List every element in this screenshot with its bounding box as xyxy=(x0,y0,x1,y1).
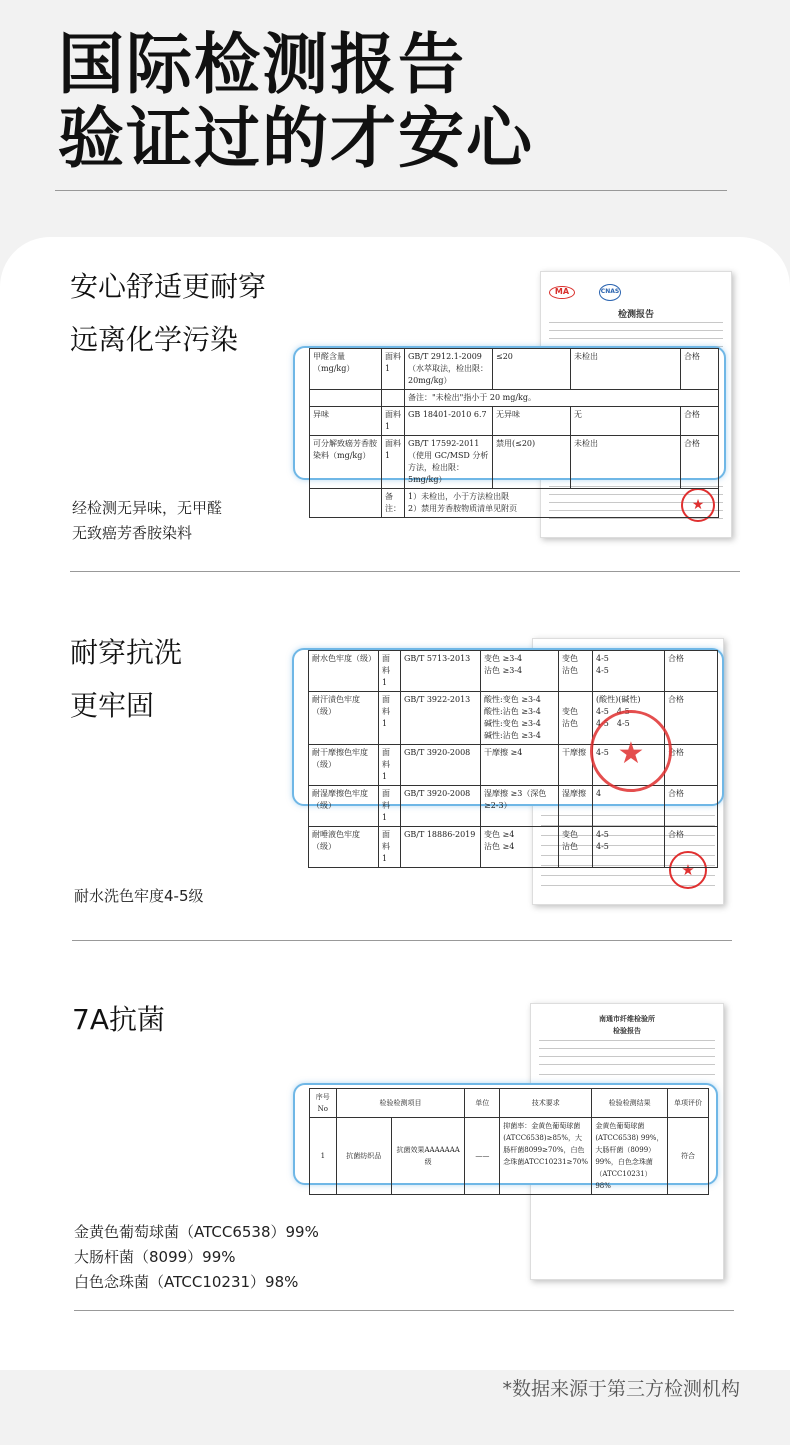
note-line: 金黄色葡萄球菌（ATCC6538）99% xyxy=(74,1223,319,1241)
table-header-row: 序号 No 检验检测项目 单位 技术要求 检验检测结果 单项评价 xyxy=(310,1089,709,1118)
headline xyxy=(58,28,534,176)
report-title: 检测报告 xyxy=(617,310,654,320)
section-2-note xyxy=(74,884,204,909)
data-source-footnote: *数据来源于第三方检测机构 xyxy=(502,1378,740,1400)
table-row: 耐干摩擦色牢度（级） 面料 1 GB/T 3920-2008 干摩擦 ≥4 干摩擦 4-5 合格 xyxy=(309,745,718,786)
institute-name: 南通市纤维检验所 xyxy=(599,1014,655,1023)
section-divider xyxy=(72,940,732,941)
formaldehyde-table xyxy=(309,348,719,518)
section-3-title xyxy=(72,1003,165,1037)
ma-logo: MA xyxy=(549,286,575,299)
table-row: 耐唾液色牢度（级） 面料 1 GB/T 18886-2019 变色 ≥4 沾色 ≥4 变色 沾色 4-5 4-5 合格 xyxy=(309,827,718,868)
section-3-title-line-1: 7A抗菌 xyxy=(72,1003,165,1036)
table-row: 1 抗菌纺织品 抗菌效果AAAAAAA级 —— 抑菌率：金黄色葡萄球菌(ATCC6538)≥85%，大肠杆菌8099≥70%，白色念珠菌ATCC10231≥70% 金黄色葡萄球菌(ATCC6538) 99%，大肠杆菌（8099）99%，白色念珠菌（ATCC10231）98% 符合 xyxy=(310,1118,709,1195)
section-1-title xyxy=(70,270,266,357)
note-line: 白色念珠菌（ATCC10231）98% xyxy=(74,1273,299,1291)
antibacterial-table xyxy=(309,1088,709,1195)
table-row: 备注："未检出"指小于 20 mg/kg。 xyxy=(310,390,719,407)
section-2-title xyxy=(70,636,182,723)
note-line: 大肠杆菌（8099）99% xyxy=(74,1248,236,1266)
section-3-note xyxy=(74,1220,319,1295)
note-line: 耐水洗色牢度4-5级 xyxy=(74,887,204,905)
section-1-title-line-1: 安心舒适更耐穿 xyxy=(70,270,267,303)
table-row: 备注： 1）未检出，小于方法检出限 2）禁用芳香胺物质清单见附页 xyxy=(310,489,719,518)
headline-line-1: 国际检测报告 xyxy=(58,26,466,103)
header-divider xyxy=(55,190,727,191)
section-divider xyxy=(70,571,740,572)
table-row: 耐水色牢度（级） 面料 1 GB/T 5713-2013 变色 ≥3-4 沾色 ≥3-4 变色 沾色 4-5 4-5 合格 xyxy=(309,651,718,692)
table-row: 甲醛含量（mg/kg） 面料 1 GB/T 2912.1-2009 （水萃取法，检出限：20mg/kg） ≤20 未检出 合格 xyxy=(310,349,719,390)
magnified-table-1 xyxy=(293,346,726,513)
table-row: 耐湿摩擦色牢度（级） 面料 1 GB/T 3920-2008 湿摩擦 ≥3（深色≥2-3） 湿摩擦 4 合格 xyxy=(309,786,718,827)
section-divider xyxy=(74,1310,734,1311)
note-line: 无致癌芳香胺染料 xyxy=(72,524,193,542)
magnified-table-3 xyxy=(293,1083,718,1190)
red-seal-stamp: ★ xyxy=(669,851,707,889)
table-row: 可分解致癌芳香胺染料（mg/kg） 面料 1 GB/T 17592-2011 （使用 GC/MSD 分析方法，检出限：5mg/kg） 禁用(≤20) 未检出 合格 xyxy=(310,436,719,489)
headline-line-2: 验证过的才安心 xyxy=(58,100,534,177)
note-line: 经检测无异味，无甲醛 xyxy=(72,499,223,517)
cnas-logo: CNAS xyxy=(599,284,621,301)
magnified-table-2 xyxy=(292,648,724,863)
table-row: 异味 面料 1 GB 18401-2010 6.7 无异味 无 合格 xyxy=(310,407,719,436)
large-red-seal-stamp: ★ xyxy=(590,710,672,792)
section-1-title-line-2: 远离化学污染 xyxy=(70,323,239,356)
section-1-note xyxy=(72,496,222,546)
table-row: 耐汗渍色牢度（级） 面料 1 GB/T 3922-2013 酸性:变色 ≥3-4 酸性:沾色 ≥3-4 碱性:变色 ≥3-4 碱性:沾色 ≥3-4 变色 沾色 (酸性)(碱性) 4-5 4-5 4-5 4-5 合格 xyxy=(309,692,718,745)
section-2-title-line-1: 耐穿抗洗 xyxy=(70,636,183,669)
red-seal-stamp: ★ xyxy=(681,488,715,522)
report-title: 检验报告 xyxy=(613,1026,641,1035)
section-2-title-line-2: 更牢固 xyxy=(70,689,155,722)
